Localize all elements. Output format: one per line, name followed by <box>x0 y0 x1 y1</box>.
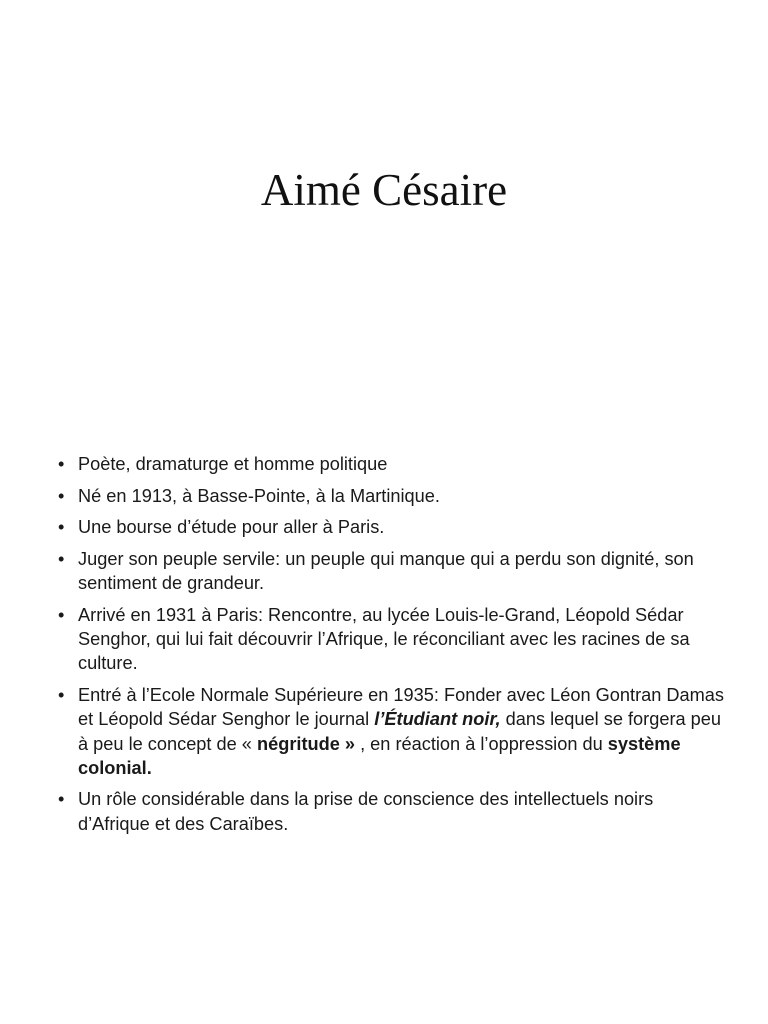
bullet-marker: • <box>58 485 65 506</box>
journal-title: l’Étudiant noir, <box>374 709 501 730</box>
bullet-text-part: , en réaction à l’oppression du <box>355 733 608 754</box>
bullet-marker: • <box>58 549 65 570</box>
bullet-marker: • <box>58 517 65 538</box>
bullet-text: Une bourse d’étude pour aller à Paris. <box>78 517 385 538</box>
bullet-item-ens <box>56 683 726 780</box>
bullet-text <box>78 685 724 778</box>
bullet-text-part: dans lequel se forgera peu à peu le concept de « <box>78 709 722 754</box>
bullet-text: Arrivé en 1931 à Paris: Rencontre, au lycée Louis-le-Grand, Léopold Sédar Senghor, qui lui fait découvrir l’Afrique, le réconciliant avec les racines de sa culture. <box>78 605 690 674</box>
negritude-term: négritude » <box>256 733 356 754</box>
bullet-text: Un rôle considérable dans la prise de conscience des intellectuels noirs d’Afrique et des Caraïbes. <box>78 789 654 834</box>
bullet-item-paris-arrival <box>56 603 726 676</box>
bullet-item-role-intellectuals <box>56 787 726 835</box>
bullet-text: Juger son peuple servile: un peuple qui manque qui a perdu son dignité, son sentiment de grandeur. <box>78 549 694 594</box>
bullet-item-judgement <box>56 547 726 595</box>
bullet-list <box>56 452 726 843</box>
bullet-marker: • <box>58 789 65 810</box>
bullet-text: Poète, dramaturge et homme politique <box>78 454 388 474</box>
colonial-system-term: système colonial. <box>78 733 681 778</box>
bullet-marker: • <box>58 454 65 474</box>
bullet-marker: • <box>58 685 65 706</box>
bullet-text: Né en 1913, à Basse-Pointe, à la Martinique. <box>78 485 440 506</box>
bullet-text-part: Entré à l’Ecole Normale Supérieure en 1935: Fonder avec Léon Gontran Damas et Léopold Sédar Senghor le journal <box>78 685 725 730</box>
bullet-item-scholarship <box>56 515 726 539</box>
bullet-item-birth <box>56 484 726 508</box>
bullet-item-role <box>56 452 726 476</box>
slide-title: Aimé Césaire <box>260 165 508 215</box>
bullet-marker: • <box>58 605 65 626</box>
